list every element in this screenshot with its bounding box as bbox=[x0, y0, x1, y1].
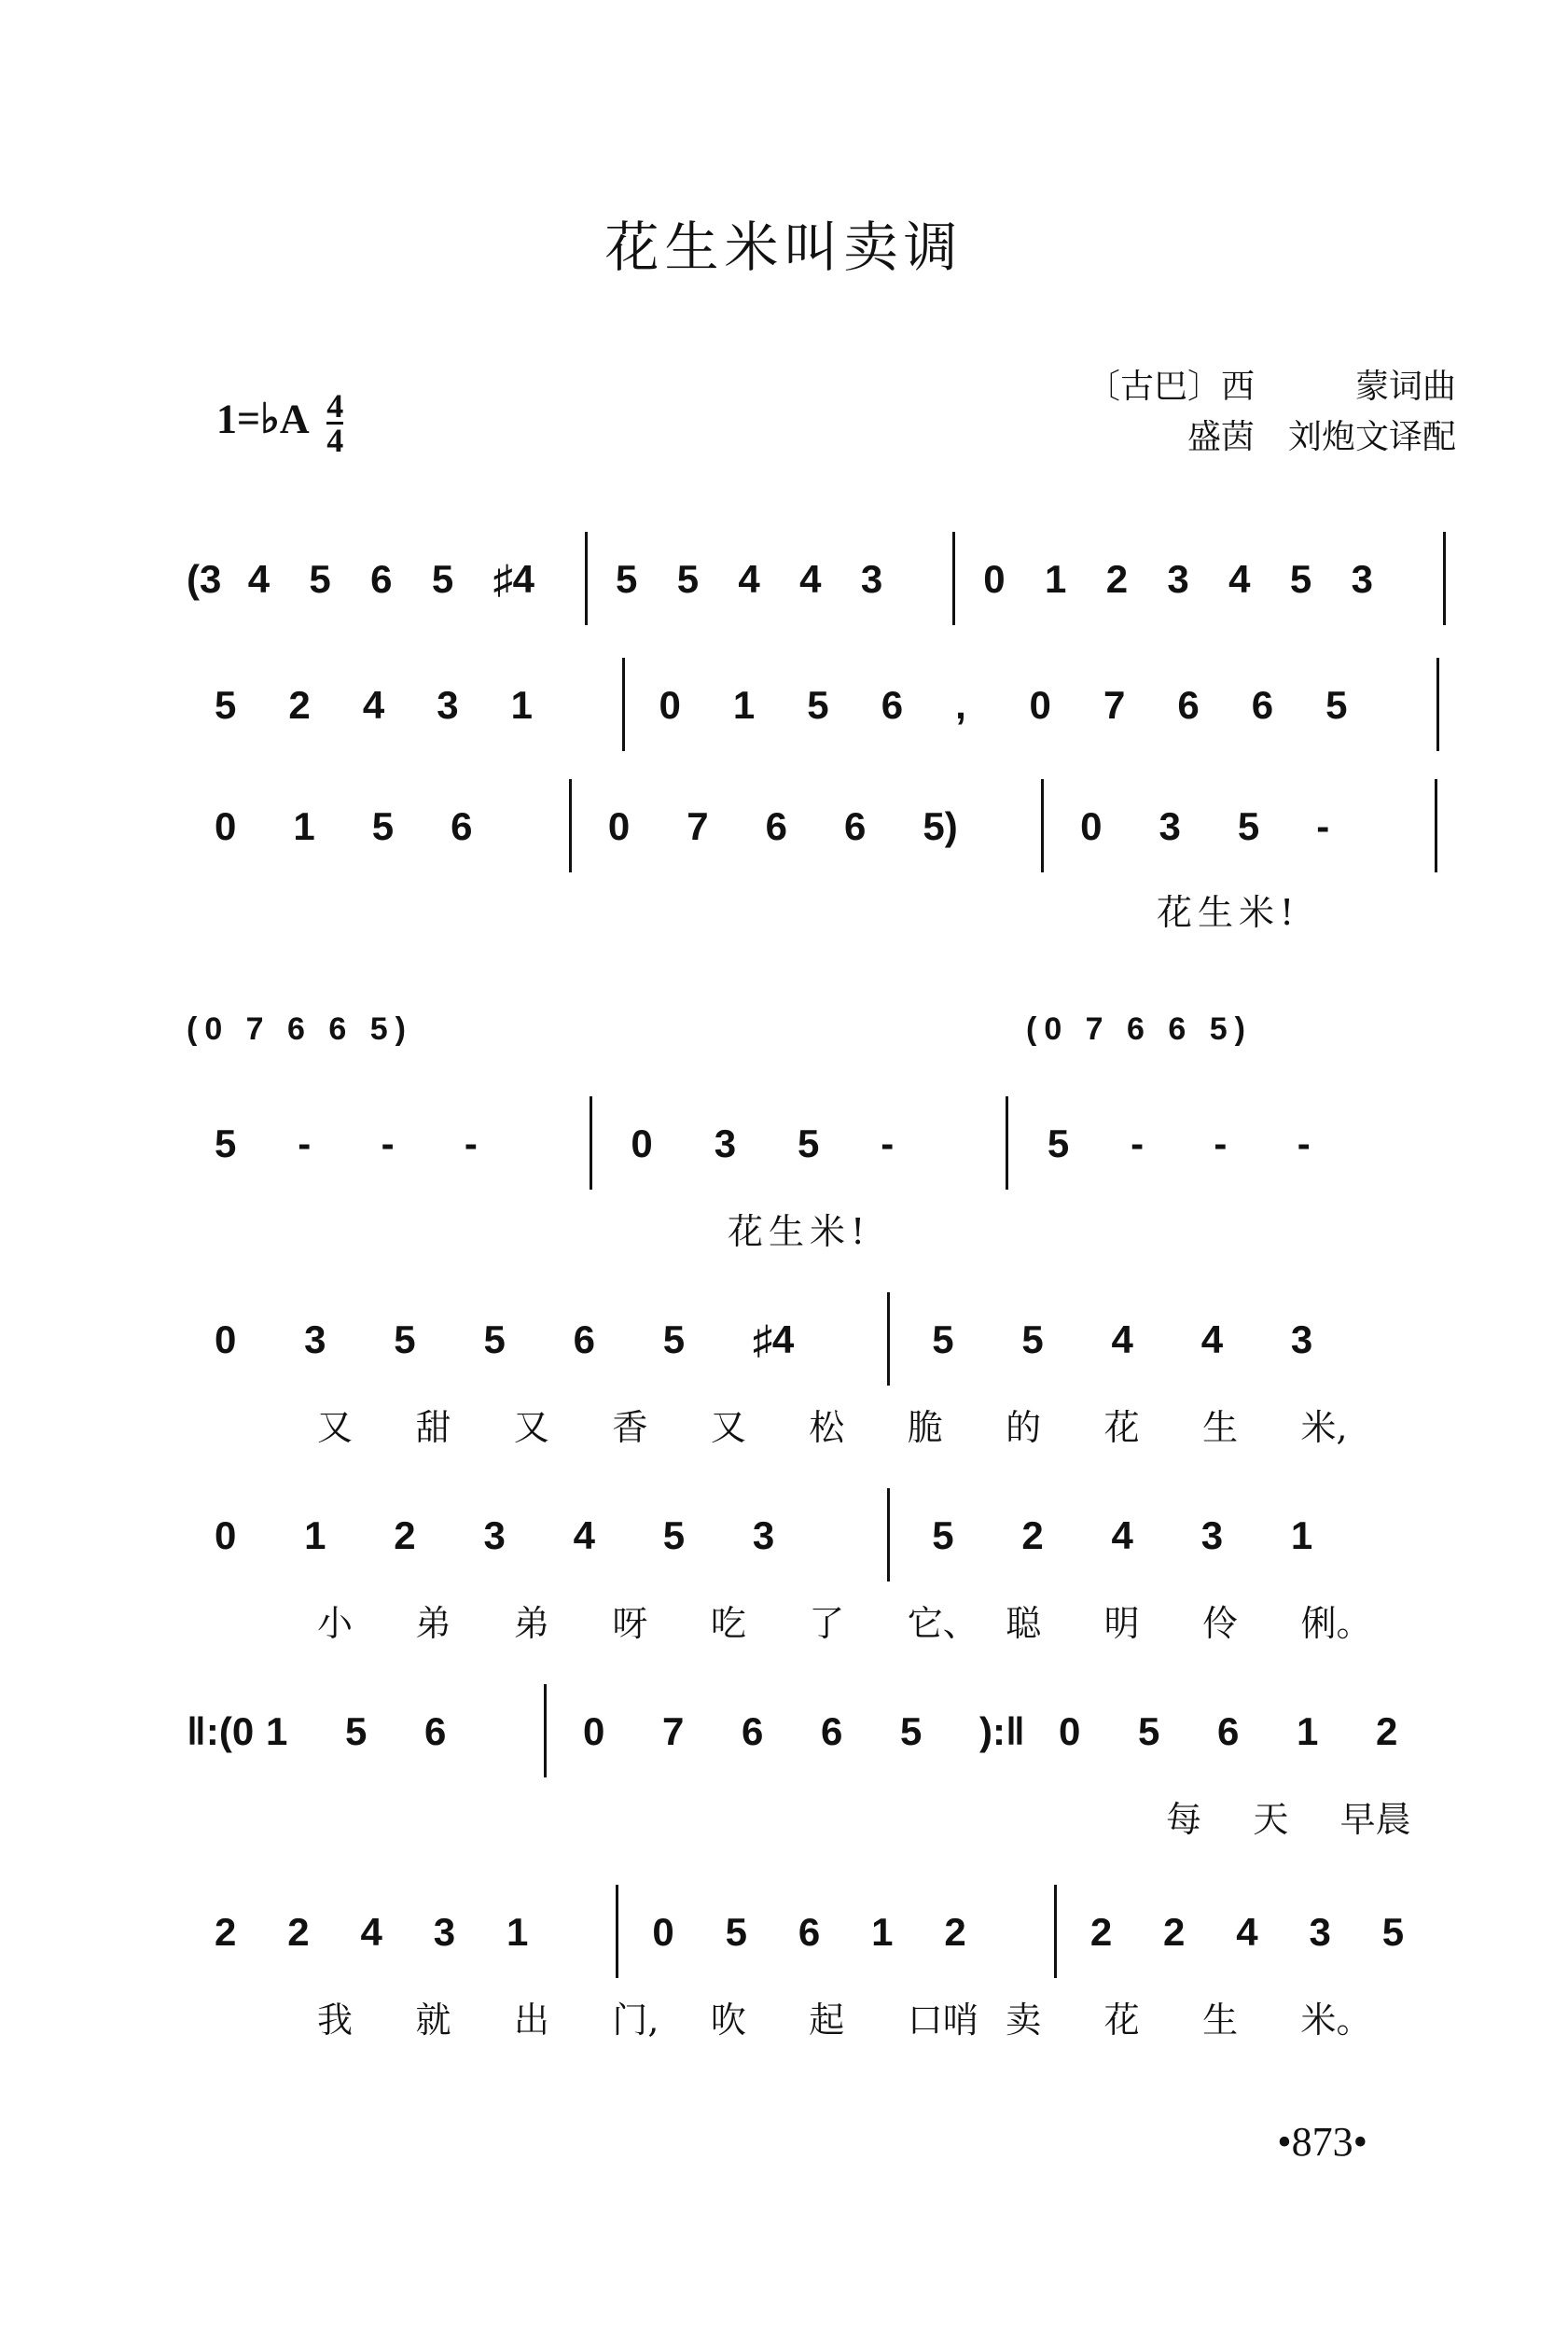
note: 0 bbox=[983, 557, 1006, 601]
lyric-syllable: 又 bbox=[513, 1407, 549, 1448]
barline bbox=[1041, 779, 1044, 872]
note: 2 bbox=[1163, 1910, 1186, 1954]
lyric-syllable: 早晨 bbox=[1339, 1799, 1411, 1840]
lyric-syllable: 门, bbox=[612, 2000, 659, 2041]
note: 6 bbox=[742, 1709, 764, 1753]
note: 6 bbox=[573, 1317, 595, 1361]
note: 3 bbox=[1290, 1317, 1313, 1361]
lyric-syllable: 脆 bbox=[907, 1407, 943, 1448]
note: - bbox=[1297, 1122, 1311, 1165]
note: , bbox=[955, 683, 966, 727]
note: 5 bbox=[676, 557, 700, 601]
note: (3 bbox=[187, 557, 222, 601]
note: 4 bbox=[362, 683, 385, 727]
lyric: 花生米! bbox=[1157, 892, 1300, 933]
lyric-syllable: 呀 bbox=[612, 1603, 648, 1644]
note: 5 bbox=[616, 557, 638, 601]
note: 3 bbox=[433, 1910, 456, 1954]
lyric-syllable: 就 bbox=[415, 2000, 451, 2041]
barline bbox=[1443, 532, 1446, 625]
note: - bbox=[1214, 1122, 1228, 1165]
note: 0 bbox=[652, 1910, 674, 1954]
note: 3 bbox=[714, 1122, 737, 1165]
note: - bbox=[881, 1122, 895, 1165]
barline bbox=[585, 532, 588, 625]
lyric-syllable: 花 bbox=[1103, 1407, 1140, 1448]
note: 6 bbox=[1177, 683, 1200, 727]
lyric-syllable: 吃 bbox=[710, 1603, 746, 1644]
note: 6 bbox=[821, 1709, 843, 1753]
lyric-syllable: 生 bbox=[1202, 2000, 1239, 2041]
lyric: 花生米! bbox=[728, 1211, 871, 1252]
note: 5 bbox=[1047, 1122, 1070, 1165]
note: 3 bbox=[1309, 1910, 1331, 1954]
note: 5 bbox=[309, 557, 331, 601]
note: ):‖ bbox=[979, 1709, 1025, 1753]
note: 5 bbox=[725, 1910, 747, 1954]
lyric-syllable: 米。 bbox=[1300, 2000, 1372, 2041]
note: 2 bbox=[1021, 1513, 1044, 1557]
note: 4 bbox=[360, 1910, 382, 1954]
note: 7 bbox=[1103, 683, 1126, 727]
note: 0 bbox=[215, 1513, 237, 1557]
note: 2 bbox=[1089, 1910, 1113, 1954]
barline bbox=[616, 1885, 618, 1978]
note: 6 bbox=[370, 557, 393, 601]
note: 1 bbox=[871, 1910, 894, 1954]
alt-notes: (0 7 6 6 5) bbox=[1026, 1011, 1253, 1047]
lyric-syllable: 俐。 bbox=[1300, 1603, 1372, 1644]
note: 6 bbox=[424, 1709, 447, 1753]
note: 5 bbox=[483, 1317, 506, 1361]
lyric-syllable: 口哨 bbox=[907, 2000, 978, 2041]
lyric-syllable: 天 bbox=[1253, 1799, 1289, 1840]
note: 2 bbox=[288, 683, 311, 727]
note: 0 bbox=[1080, 804, 1103, 848]
key-label: 1=♭A bbox=[216, 396, 308, 442]
note: 2 bbox=[215, 1910, 237, 1954]
lyric-syllable: 的 bbox=[1006, 1407, 1042, 1448]
note: 6 bbox=[1251, 683, 1274, 727]
note: ♯4 bbox=[493, 557, 534, 601]
time-top: 4 bbox=[326, 387, 344, 425]
alt-notes: (0 7 6 6 5) bbox=[187, 1011, 413, 1047]
translator-credit: 盛茵 刘炮文译配 bbox=[1186, 418, 1456, 456]
barline bbox=[1436, 658, 1439, 751]
lyric-syllable: 弟 bbox=[415, 1603, 451, 1644]
note: 3 bbox=[483, 1513, 506, 1557]
note: 0 bbox=[1059, 1709, 1081, 1753]
note: 1 bbox=[1290, 1513, 1313, 1557]
note: 6 bbox=[451, 804, 473, 848]
note: 0 bbox=[659, 683, 681, 727]
lyric-syllable: 小 bbox=[317, 1603, 354, 1644]
barline bbox=[887, 1292, 890, 1386]
note: 3 bbox=[304, 1317, 326, 1361]
note: 5 bbox=[900, 1709, 923, 1753]
lyric-syllable: 米, bbox=[1300, 1407, 1348, 1448]
lyric-syllable: 卖 bbox=[1006, 2000, 1042, 2041]
note: 7 bbox=[662, 1709, 685, 1753]
note: 3 bbox=[1200, 1513, 1224, 1557]
note: 4 bbox=[1200, 1317, 1224, 1361]
barline bbox=[544, 1684, 547, 1777]
note: 2 bbox=[944, 1910, 966, 1954]
note: 1 bbox=[304, 1513, 326, 1557]
note: 2 bbox=[287, 1910, 310, 1954]
note: 5 bbox=[215, 1122, 237, 1165]
note: - bbox=[381, 1122, 395, 1165]
note: 4 bbox=[799, 557, 822, 601]
page-number: •873• bbox=[1277, 2119, 1367, 2165]
lyric-syllable: 又 bbox=[317, 1407, 354, 1448]
note: 5 bbox=[1289, 557, 1312, 601]
note: 0 bbox=[607, 804, 631, 848]
note: 1 bbox=[732, 683, 756, 727]
lyric-syllable: 出 bbox=[513, 2000, 549, 2041]
note: 1 bbox=[1297, 1709, 1319, 1753]
lyric-syllable: 弟 bbox=[513, 1603, 549, 1644]
barline bbox=[887, 1488, 890, 1582]
note: 5 bbox=[662, 1317, 686, 1361]
note: 1 bbox=[266, 1709, 288, 1753]
barline bbox=[1006, 1096, 1008, 1190]
note: 6 bbox=[1217, 1709, 1240, 1753]
note: 4 bbox=[573, 1513, 595, 1557]
lyric-syllable: 我 bbox=[317, 2000, 354, 2041]
note: 1 bbox=[1045, 557, 1067, 601]
composer-credit: 〔古巴〕西 蒙词曲 bbox=[1086, 368, 1456, 406]
note: - bbox=[1131, 1122, 1145, 1165]
note: 1 bbox=[293, 804, 315, 848]
note: 3 bbox=[1159, 804, 1181, 848]
lyric-syllable: 甜 bbox=[415, 1407, 451, 1448]
lyric-syllable: 松 bbox=[809, 1407, 845, 1448]
barline bbox=[590, 1096, 592, 1190]
note: 5 bbox=[431, 557, 454, 601]
note: 5 bbox=[394, 1317, 416, 1361]
note: 6 bbox=[765, 804, 787, 848]
note: 5 bbox=[932, 1317, 954, 1361]
note: 5) bbox=[923, 804, 958, 848]
lyric-syllable: 每 bbox=[1166, 1799, 1202, 1840]
note: 5 bbox=[798, 1122, 820, 1165]
lyric-syllable: 它、 bbox=[907, 1603, 978, 1644]
note: 0 bbox=[583, 1709, 605, 1753]
note: 6 bbox=[881, 683, 904, 727]
lyric-syllable: 又 bbox=[710, 1407, 746, 1448]
note: 2 bbox=[394, 1513, 416, 1557]
lyric-syllable: 生 bbox=[1202, 1407, 1239, 1448]
note: 2 bbox=[1376, 1709, 1398, 1753]
note: - bbox=[1316, 804, 1330, 848]
note: - bbox=[298, 1122, 312, 1165]
lyric-syllable: 了 bbox=[809, 1603, 845, 1644]
note: 3 bbox=[1167, 557, 1189, 601]
note: 5 bbox=[807, 683, 829, 727]
note: 3 bbox=[1351, 557, 1373, 601]
lyric-syllable: 伶 bbox=[1202, 1603, 1239, 1644]
note: 4 bbox=[1111, 1513, 1133, 1557]
note: 5 bbox=[1325, 683, 1348, 727]
note: 3 bbox=[752, 1513, 775, 1557]
note: - bbox=[464, 1122, 478, 1165]
note: 5 bbox=[662, 1513, 686, 1557]
note: 4 bbox=[247, 557, 271, 601]
note: 0 bbox=[215, 804, 237, 848]
note: 5 bbox=[1237, 804, 1260, 848]
barline bbox=[569, 779, 572, 872]
note: 2 bbox=[1105, 557, 1129, 601]
time-signature bbox=[326, 387, 344, 459]
note: 4 bbox=[1228, 557, 1251, 601]
time-bottom: 4 bbox=[326, 422, 344, 459]
note: 5 bbox=[1138, 1709, 1160, 1753]
note: 4 bbox=[738, 557, 760, 601]
note: 3 bbox=[860, 557, 883, 601]
note: 0 bbox=[631, 1122, 653, 1165]
note: 6 bbox=[798, 1910, 821, 1954]
key-signature bbox=[216, 387, 344, 459]
page-title: 花生米叫卖调 bbox=[604, 216, 964, 279]
note: 6 bbox=[844, 804, 867, 848]
note: 0 bbox=[1029, 683, 1051, 727]
note: 7 bbox=[687, 804, 709, 848]
note: 5 bbox=[345, 1709, 368, 1753]
lyric-syllable: 香 bbox=[612, 1407, 648, 1448]
note: 1 bbox=[506, 1910, 529, 1954]
note: 5 bbox=[371, 804, 395, 848]
note: 5 bbox=[932, 1513, 954, 1557]
barline bbox=[1435, 779, 1437, 872]
lyric-syllable: 聪 bbox=[1006, 1603, 1042, 1644]
lyric-syllable: 花 bbox=[1103, 2000, 1140, 2041]
note: 4 bbox=[1236, 1910, 1258, 1954]
note: 3 bbox=[437, 683, 459, 727]
barline bbox=[952, 532, 955, 625]
note: 0 bbox=[215, 1317, 237, 1361]
note: 4 bbox=[1111, 1317, 1133, 1361]
note: ‖:(0 bbox=[187, 1709, 255, 1753]
barline bbox=[1054, 1885, 1057, 1978]
lyric-syllable: 吹 bbox=[710, 2000, 746, 2041]
note: ♯4 bbox=[752, 1317, 795, 1361]
lyric-syllable: 明 bbox=[1103, 1603, 1140, 1644]
barline bbox=[622, 658, 625, 751]
note: 5 bbox=[1381, 1910, 1405, 1954]
note: 5 bbox=[215, 683, 237, 727]
note: 5 bbox=[1021, 1317, 1044, 1361]
lyric-syllable: 起 bbox=[809, 2000, 845, 2041]
note: 1 bbox=[510, 683, 533, 727]
